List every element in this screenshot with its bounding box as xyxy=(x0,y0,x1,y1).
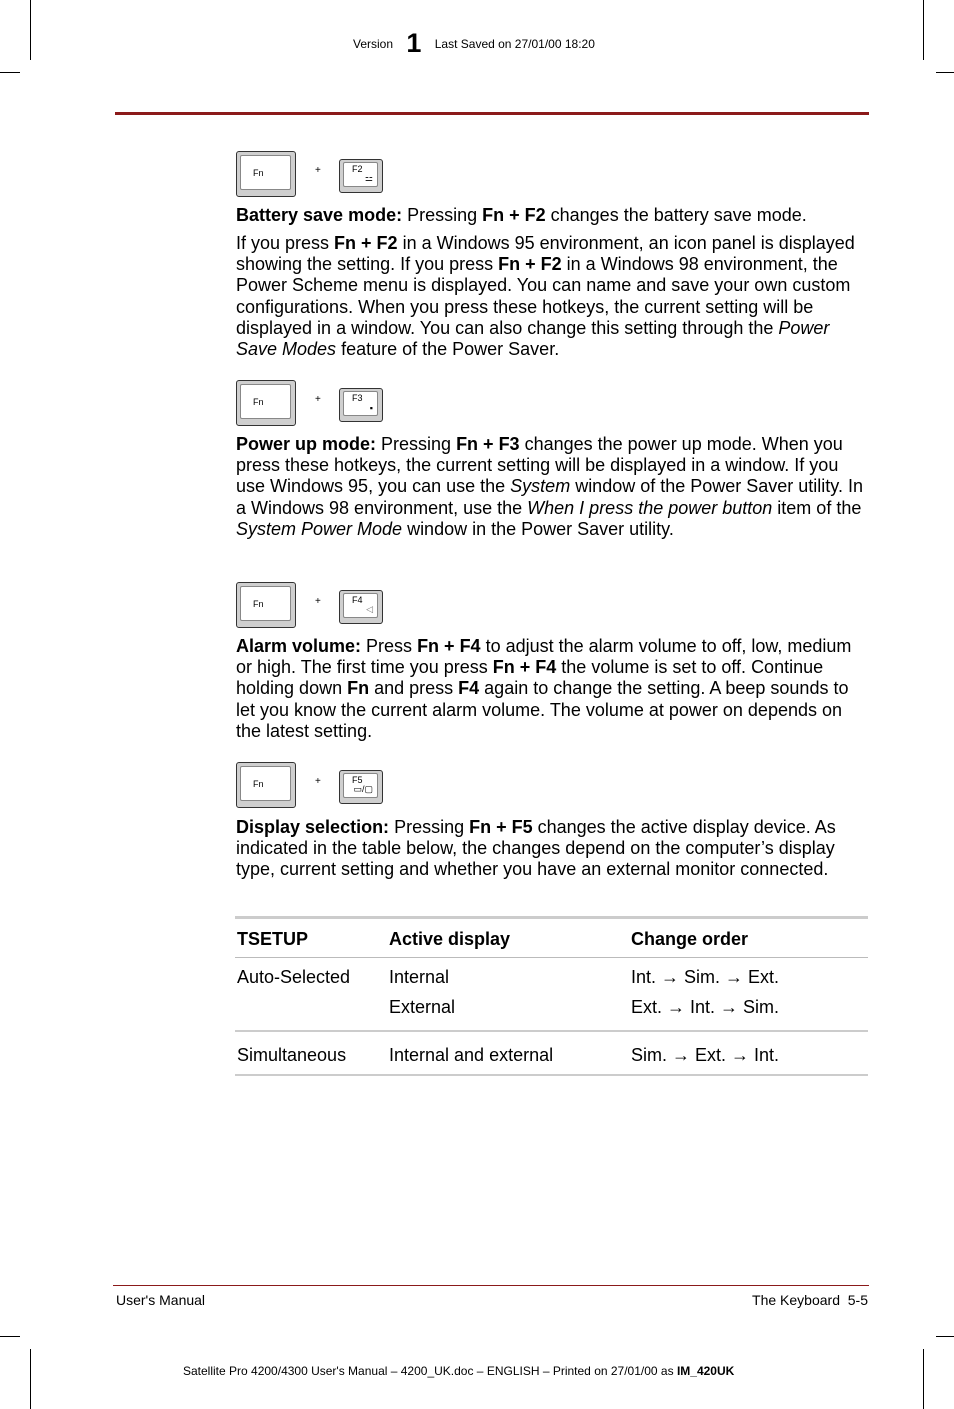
key-label: Fn xyxy=(240,586,291,621)
body-text: feature of the Power Saver. xyxy=(336,339,560,360)
speaker-icon: ◁ xyxy=(366,604,373,614)
key-label: F2 xyxy=(352,164,363,174)
alarm-volume-body xyxy=(236,636,868,742)
fn-key-icon xyxy=(236,762,296,808)
footer-rule xyxy=(113,1285,869,1286)
display-switch-icon: ▭/▢ xyxy=(353,784,373,794)
bold-text: Fn + F2 xyxy=(334,233,398,253)
plus-sign: + xyxy=(315,165,321,176)
version-number: 1 xyxy=(406,28,422,58)
crop-mark xyxy=(0,72,20,73)
battery-icon: ⚍ xyxy=(364,173,373,183)
body-text: window in the Power Saver utility. xyxy=(402,518,674,539)
body-text: again to change the setting. A beep sounds to let you know the current alarm volume. The volume at power on depends on the latest setting. xyxy=(236,678,849,741)
key-label: Fn xyxy=(240,384,291,419)
display-table xyxy=(235,916,868,1076)
bold-text: Fn + F4 xyxy=(417,636,481,656)
crop-mark xyxy=(936,1336,954,1337)
f3-key-icon xyxy=(339,388,383,422)
fn-key-icon xyxy=(236,582,296,628)
italic-text: When I press the power button xyxy=(527,497,773,518)
bold-text: Alarm volume: xyxy=(236,636,362,656)
col-header-change-order: Change order xyxy=(629,918,868,958)
last-saved: Last Saved on 27/01/00 18:20 xyxy=(434,37,595,51)
bold-text: Fn + F3 xyxy=(456,434,520,454)
f5-key-icon xyxy=(339,770,383,804)
fn-key-icon xyxy=(236,380,296,426)
key-label: Fn xyxy=(240,155,291,190)
battery-save-body xyxy=(236,233,868,360)
bold-text: Fn + F5 xyxy=(469,817,533,837)
print-info: Satellite Pro 4200/4300 User's Manual – 4200_UK.doc – ENGLISH – Printed on 27/01/00 as xyxy=(183,1364,677,1378)
italic-text: System Power Mode xyxy=(236,518,403,539)
fn-key-icon xyxy=(236,151,296,197)
body-text: Pressing xyxy=(389,817,470,837)
order-item: Ext. → Int. → Sim. xyxy=(631,997,780,1017)
body-text: in a Windows 95 environment, an icon panel is displayed showing the setting. If you press xyxy=(236,233,855,275)
battery-save-heading xyxy=(236,205,868,226)
col-header-active-display: Active display xyxy=(387,918,629,958)
body-text: window of the Power Saver utility. In a Windows 98 environment, use the xyxy=(236,476,863,518)
version-label: Version xyxy=(353,37,394,51)
body-text: to adjust the alarm volume to off, low, medium or high. The first time you press xyxy=(236,636,852,678)
display-item: Internal xyxy=(389,967,450,987)
crop-mark xyxy=(923,0,924,60)
hotkey-fn-f3 xyxy=(236,380,396,428)
italic-text: Power Save Modes xyxy=(236,317,830,360)
body-text: the volume is set to off. Continue holding down xyxy=(236,657,824,699)
power-up-body xyxy=(236,434,868,540)
plus-sign: + xyxy=(315,596,321,607)
page-header xyxy=(353,24,595,58)
plus-sign: + xyxy=(315,776,321,787)
print-line xyxy=(183,1364,734,1378)
bold-text: Battery save mode: xyxy=(236,205,403,225)
crop-mark xyxy=(30,0,31,60)
body-text: changes the battery save mode. xyxy=(545,205,807,225)
key-label: F5 xyxy=(352,775,363,785)
crop-mark xyxy=(0,1336,20,1337)
hotkey-fn-f4 xyxy=(236,582,396,630)
italic-text: System xyxy=(510,476,571,497)
header-rule xyxy=(115,112,869,115)
bold-text: F4 xyxy=(458,678,480,699)
body-text: item of the xyxy=(772,497,862,518)
body-text: in a Windows 98 environment, the Power Scheme menu is displayed. You can name and save your own custom configurations. When you press these hotkeys, the current setting will be displayed in a window. You can also change this setting through the xyxy=(236,254,851,338)
bold-text: Fn + F4 xyxy=(492,657,557,678)
body-text: Pressing xyxy=(402,205,483,225)
body-text: and press xyxy=(369,678,459,699)
crop-mark xyxy=(30,1349,31,1409)
f2-key-icon xyxy=(339,159,383,193)
hotkey-fn-f5 xyxy=(236,762,396,810)
display-item: External xyxy=(389,997,456,1017)
cell-tsetup: Simultaneous xyxy=(235,1031,387,1075)
power-icon: ▪ xyxy=(369,403,373,413)
footer-right: The Keyboard 5-5 xyxy=(752,1292,868,1308)
bold-text: Fn + F2 xyxy=(482,205,546,225)
bold-text: Power up mode: xyxy=(236,434,377,454)
crop-mark xyxy=(923,1349,924,1409)
bold-text: Fn xyxy=(347,678,370,699)
crop-mark xyxy=(936,72,954,73)
cell-display xyxy=(387,958,629,1032)
cell-order xyxy=(629,958,868,1032)
key-label: F3 xyxy=(352,393,363,403)
key-label: Fn xyxy=(240,766,291,801)
print-code: IM_420UK xyxy=(676,1364,735,1378)
table-row xyxy=(235,1031,868,1075)
bold-text: Display selection: xyxy=(236,817,390,837)
hotkey-fn-f2 xyxy=(236,151,396,199)
display-selection-body xyxy=(236,817,868,881)
cell-display: Internal and external xyxy=(387,1031,629,1075)
cell-order: Sim. → Ext. → Int. xyxy=(629,1031,868,1075)
body-text: Pressing xyxy=(376,434,457,454)
footer-left: User's Manual xyxy=(116,1292,206,1308)
body-text: changes the active display device. As indicated in the table below, the changes depend on the computer’s display type, current setting and whether you have an external monitor connected. xyxy=(236,817,836,880)
bold-text: Fn + F2 xyxy=(498,254,562,275)
body-text: If you press xyxy=(236,233,335,253)
f4-key-icon xyxy=(339,590,383,624)
table-header-row xyxy=(235,918,868,958)
order-item: Int. → Sim. → Ext. xyxy=(631,967,780,987)
col-header-tsetup: TSETUP xyxy=(235,918,387,958)
plus-sign: + xyxy=(315,394,321,405)
table-row xyxy=(235,958,868,1032)
key-label: F4 xyxy=(352,595,363,605)
body-text: changes the power up mode. When you press these hotkeys, the current setting will be displayed in a window. If you use Windows 95, you can use the xyxy=(236,434,843,497)
body-text: Press xyxy=(361,636,418,656)
cell-tsetup: Auto-Selected xyxy=(235,958,387,1032)
